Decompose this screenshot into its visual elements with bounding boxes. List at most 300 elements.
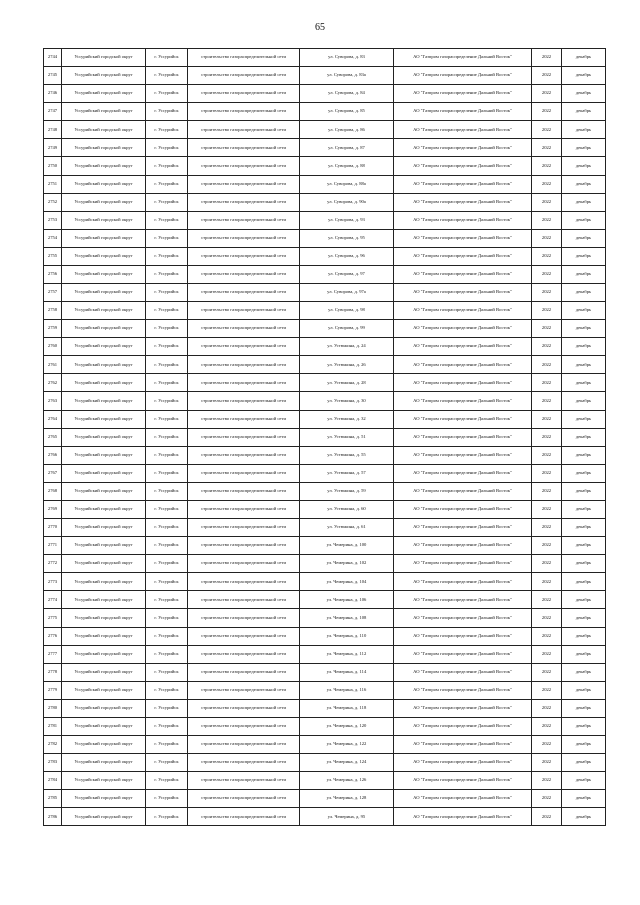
month-cell: декабрь: [562, 663, 606, 681]
year-cell: 2022: [532, 627, 562, 645]
district-cell: Уссурийский городской округ: [62, 627, 146, 645]
organization-cell: АО "Газпром газораспределение Дальний Восток": [394, 193, 532, 211]
table-row: [44, 121, 606, 139]
table-row: [44, 573, 606, 591]
organization-cell: АО "Газпром газораспределение Дальний Восток": [394, 103, 532, 121]
address-cell: ул. Устюжина, д. 60: [300, 500, 394, 518]
year-cell: 2022: [532, 49, 562, 67]
year-cell: 2022: [532, 754, 562, 772]
address-cell: ул. Суворова, д. 98: [300, 302, 394, 320]
month-cell: декабрь: [562, 247, 606, 265]
city-cell: г. Уссурийск: [146, 67, 188, 85]
month-cell: декабрь: [562, 338, 606, 356]
city-cell: г. Уссурийск: [146, 374, 188, 392]
month-cell: декабрь: [562, 735, 606, 753]
work-type-cell: строительство газораспределительной сети: [188, 49, 300, 67]
district-cell: Уссурийский городской округ: [62, 139, 146, 157]
district-cell: Уссурийский городской округ: [62, 85, 146, 103]
address-cell: ул. Чемерина, д. 128: [300, 790, 394, 808]
organization-cell: АО "Газпром газораспределение Дальний Восток": [394, 573, 532, 591]
address-cell: ул. Чемерина, д. 108: [300, 609, 394, 627]
organization-cell: АО "Газпром газораспределение Дальний Восток": [394, 772, 532, 790]
district-cell: Уссурийский городской округ: [62, 302, 146, 320]
district-cell: Уссурийский городской округ: [62, 247, 146, 265]
organization-cell: АО "Газпром газораспределение Дальний Восток": [394, 229, 532, 247]
city-cell: г. Уссурийск: [146, 103, 188, 121]
address-cell: ул. Чемерина, д. 116: [300, 681, 394, 699]
address-cell: ул. Устюжина, д. 30: [300, 392, 394, 410]
month-cell: декабрь: [562, 265, 606, 283]
work-type-cell: строительство газораспределительной сети: [188, 193, 300, 211]
year-cell: 2022: [532, 609, 562, 627]
address-cell: ул. Устюжина, д. 51: [300, 428, 394, 446]
organization-cell: АО "Газпром газораспределение Дальний Восток": [394, 446, 532, 464]
address-cell: ул. Чемерина, д. 118: [300, 699, 394, 717]
work-type-cell: строительство газораспределительной сети: [188, 555, 300, 573]
city-cell: г. Уссурийск: [146, 284, 188, 302]
organization-cell: АО "Газпром газораспределение Дальний Восток": [394, 482, 532, 500]
year-cell: 2022: [532, 808, 562, 826]
month-cell: декабрь: [562, 681, 606, 699]
table-row: [44, 428, 606, 446]
address-cell: ул. Устюжина, д. 57: [300, 464, 394, 482]
address-cell: ул. Чемерина, д. 124: [300, 754, 394, 772]
table-row: [44, 519, 606, 537]
organization-cell: АО "Газпром газораспределение Дальний Восток": [394, 754, 532, 772]
organization-cell: АО "Газпром газораспределение Дальний Восток": [394, 699, 532, 717]
work-type-cell: строительство газораспределительной сети: [188, 663, 300, 681]
row-number-cell: 2786: [44, 808, 62, 826]
district-cell: Уссурийский городской округ: [62, 464, 146, 482]
year-cell: 2022: [532, 247, 562, 265]
year-cell: 2022: [532, 157, 562, 175]
row-number-cell: 2779: [44, 681, 62, 699]
table-row: [44, 699, 606, 717]
city-cell: г. Уссурийск: [146, 790, 188, 808]
organization-cell: АО "Газпром газораспределение Дальний Восток": [394, 609, 532, 627]
organization-cell: АО "Газпром газораспределение Дальний Восток": [394, 790, 532, 808]
address-cell: ул. Суворова, д. 83: [300, 49, 394, 67]
table-row: [44, 139, 606, 157]
table-row: [44, 410, 606, 428]
organization-cell: АО "Газпром газораспределение Дальний Восток": [394, 175, 532, 193]
city-cell: г. Уссурийск: [146, 772, 188, 790]
district-cell: Уссурийский городской округ: [62, 121, 146, 139]
row-number-cell: 2762: [44, 374, 62, 392]
district-cell: Уссурийский городской округ: [62, 717, 146, 735]
year-cell: 2022: [532, 717, 562, 735]
organization-cell: АО "Газпром газораспределение Дальний Восток": [394, 717, 532, 735]
month-cell: декабрь: [562, 374, 606, 392]
organization-cell: АО "Газпром газораспределение Дальний Восток": [394, 591, 532, 609]
address-cell: ул. Чемерина, д. 126: [300, 772, 394, 790]
row-number-cell: 2781: [44, 717, 62, 735]
city-cell: г. Уссурийск: [146, 247, 188, 265]
district-cell: Уссурийский городской округ: [62, 754, 146, 772]
page-number: 65: [315, 22, 325, 33]
district-cell: Уссурийский городской округ: [62, 609, 146, 627]
city-cell: г. Уссурийск: [146, 265, 188, 283]
row-number-cell: 2764: [44, 410, 62, 428]
work-type-cell: строительство газораспределительной сети: [188, 446, 300, 464]
work-type-cell: строительство газораспределительной сети: [188, 103, 300, 121]
year-cell: 2022: [532, 537, 562, 555]
year-cell: 2022: [532, 446, 562, 464]
district-cell: Уссурийский городской округ: [62, 265, 146, 283]
year-cell: 2022: [532, 464, 562, 482]
address-cell: ул. Суворова, д. 96: [300, 247, 394, 265]
city-cell: г. Уссурийск: [146, 446, 188, 464]
year-cell: 2022: [532, 374, 562, 392]
table-row: [44, 735, 606, 753]
district-cell: Уссурийский городской округ: [62, 284, 146, 302]
row-number-cell: 2747: [44, 103, 62, 121]
month-cell: декабрь: [562, 717, 606, 735]
work-type-cell: строительство газораспределительной сети: [188, 356, 300, 374]
city-cell: г. Уссурийск: [146, 482, 188, 500]
work-type-cell: строительство газораспределительной сети: [188, 121, 300, 139]
row-number-cell: 2760: [44, 338, 62, 356]
work-type-cell: строительство газораспределительной сети: [188, 320, 300, 338]
year-cell: 2022: [532, 85, 562, 103]
year-cell: 2022: [532, 681, 562, 699]
city-cell: г. Уссурийск: [146, 573, 188, 591]
work-type-cell: строительство газораспределительной сети: [188, 573, 300, 591]
district-cell: Уссурийский городской округ: [62, 211, 146, 229]
row-number-cell: 2755: [44, 247, 62, 265]
table-row: [44, 374, 606, 392]
table-row: [44, 609, 606, 627]
organization-cell: АО "Газпром газораспределение Дальний Восток": [394, 157, 532, 175]
month-cell: декабрь: [562, 139, 606, 157]
month-cell: декабрь: [562, 754, 606, 772]
year-cell: 2022: [532, 193, 562, 211]
table-row: [44, 302, 606, 320]
row-number-cell: 2778: [44, 663, 62, 681]
month-cell: декабрь: [562, 193, 606, 211]
district-cell: Уссурийский городской округ: [62, 374, 146, 392]
row-number-cell: 2772: [44, 555, 62, 573]
city-cell: г. Уссурийск: [146, 464, 188, 482]
table-row: [44, 772, 606, 790]
address-cell: ул. Суворова, д. 97: [300, 265, 394, 283]
address-cell: ул. Чемерина, д. 110: [300, 627, 394, 645]
address-cell: ул. Суворова, д. 83а: [300, 67, 394, 85]
work-type-cell: строительство газораспределительной сети: [188, 211, 300, 229]
work-type-cell: строительство газораспределительной сети: [188, 627, 300, 645]
organization-cell: АО "Газпром газораспределение Дальний Восток": [394, 808, 532, 826]
district-cell: Уссурийский городской округ: [62, 356, 146, 374]
table-row: [44, 808, 606, 826]
row-number-cell: 2770: [44, 519, 62, 537]
district-cell: Уссурийский городской округ: [62, 392, 146, 410]
table-row: [44, 103, 606, 121]
year-cell: 2022: [532, 790, 562, 808]
month-cell: декабрь: [562, 772, 606, 790]
table-row: [44, 645, 606, 663]
district-cell: Уссурийский городской округ: [62, 175, 146, 193]
table-row: [44, 446, 606, 464]
table-row: [44, 392, 606, 410]
work-type-cell: строительство газораспределительной сети: [188, 772, 300, 790]
city-cell: г. Уссурийск: [146, 157, 188, 175]
work-type-cell: строительство газораспределительной сети: [188, 482, 300, 500]
row-number-cell: 2749: [44, 139, 62, 157]
city-cell: г. Уссурийск: [146, 537, 188, 555]
table-row: [44, 193, 606, 211]
month-cell: декабрь: [562, 67, 606, 85]
row-number-cell: 2775: [44, 609, 62, 627]
city-cell: г. Уссурийск: [146, 663, 188, 681]
row-number-cell: 2784: [44, 772, 62, 790]
city-cell: г. Уссурийск: [146, 609, 188, 627]
address-cell: ул. Чемерина, д. 114: [300, 663, 394, 681]
row-number-cell: 2750: [44, 157, 62, 175]
row-number-cell: 2758: [44, 302, 62, 320]
month-cell: декабрь: [562, 555, 606, 573]
month-cell: декабрь: [562, 302, 606, 320]
district-cell: Уссурийский городской округ: [62, 428, 146, 446]
address-cell: ул. Суворова, д. 85: [300, 103, 394, 121]
table-row: [44, 754, 606, 772]
organization-cell: АО "Газпром газораспределение Дальний Восток": [394, 645, 532, 663]
organization-cell: АО "Газпром газораспределение Дальний Восток": [394, 85, 532, 103]
month-cell: декабрь: [562, 790, 606, 808]
month-cell: декабрь: [562, 808, 606, 826]
city-cell: г. Уссурийск: [146, 356, 188, 374]
address-cell: ул. Суворова, д. 95: [300, 229, 394, 247]
district-cell: Уссурийский городской округ: [62, 790, 146, 808]
row-number-cell: 2757: [44, 284, 62, 302]
organization-cell: АО "Газпром газораспределение Дальний Восток": [394, 356, 532, 374]
table-row: [44, 211, 606, 229]
year-cell: 2022: [532, 302, 562, 320]
month-cell: декабрь: [562, 356, 606, 374]
city-cell: г. Уссурийск: [146, 139, 188, 157]
table-row: [44, 591, 606, 609]
organization-cell: АО "Газпром газораспределение Дальний Восток": [394, 392, 532, 410]
address-cell: ул. Устюжина, д. 24: [300, 338, 394, 356]
organization-cell: АО "Газпром газораспределение Дальний Восток": [394, 247, 532, 265]
table-row: [44, 681, 606, 699]
row-number-cell: 2759: [44, 320, 62, 338]
row-number-cell: 2754: [44, 229, 62, 247]
month-cell: декабрь: [562, 482, 606, 500]
table-row: [44, 356, 606, 374]
work-type-cell: строительство газораспределительной сети: [188, 374, 300, 392]
city-cell: г. Уссурийск: [146, 229, 188, 247]
row-number-cell: 2745: [44, 67, 62, 85]
address-cell: ул. Суворова, д. 88а: [300, 175, 394, 193]
table-row: [44, 627, 606, 645]
table-row: [44, 663, 606, 681]
year-cell: 2022: [532, 265, 562, 283]
city-cell: г. Уссурийск: [146, 320, 188, 338]
month-cell: декабрь: [562, 211, 606, 229]
organization-cell: АО "Газпром газораспределение Дальний Восток": [394, 627, 532, 645]
district-cell: Уссурийский городской округ: [62, 537, 146, 555]
table-row: [44, 717, 606, 735]
row-number-cell: 2744: [44, 49, 62, 67]
table-row: [44, 537, 606, 555]
month-cell: декабрь: [562, 49, 606, 67]
year-cell: 2022: [532, 699, 562, 717]
month-cell: декабрь: [562, 645, 606, 663]
work-type-cell: строительство газораспределительной сети: [188, 681, 300, 699]
district-cell: Уссурийский городской округ: [62, 103, 146, 121]
work-type-cell: строительство газораспределительной сети: [188, 519, 300, 537]
work-type-cell: строительство газораспределительной сети: [188, 265, 300, 283]
district-cell: Уссурийский городской округ: [62, 193, 146, 211]
row-number-cell: 2769: [44, 500, 62, 518]
city-cell: г. Уссурийск: [146, 85, 188, 103]
organization-cell: АО "Газпром газораспределение Дальний Восток": [394, 464, 532, 482]
city-cell: г. Уссурийск: [146, 175, 188, 193]
city-cell: г. Уссурийск: [146, 519, 188, 537]
table-row: [44, 247, 606, 265]
organization-cell: АО "Газпром газораспределение Дальний Восток": [394, 735, 532, 753]
work-type-cell: строительство газораспределительной сети: [188, 735, 300, 753]
row-number-cell: 2780: [44, 699, 62, 717]
year-cell: 2022: [532, 735, 562, 753]
table-row: [44, 555, 606, 573]
month-cell: декабрь: [562, 609, 606, 627]
month-cell: декабрь: [562, 446, 606, 464]
district-cell: Уссурийский городской округ: [62, 699, 146, 717]
district-cell: Уссурийский городской округ: [62, 519, 146, 537]
row-number-cell: 2785: [44, 790, 62, 808]
row-number-cell: 2777: [44, 645, 62, 663]
address-cell: ул. Чемерина, д. 120: [300, 717, 394, 735]
row-number-cell: 2748: [44, 121, 62, 139]
organization-cell: АО "Газпром газораспределение Дальний Восток": [394, 139, 532, 157]
month-cell: декабрь: [562, 500, 606, 518]
row-number-cell: 2782: [44, 735, 62, 753]
district-cell: Уссурийский городской округ: [62, 772, 146, 790]
month-cell: декабрь: [562, 284, 606, 302]
table-row: [44, 157, 606, 175]
organization-cell: АО "Газпром газораспределение Дальний Восток": [394, 681, 532, 699]
row-number-cell: 2763: [44, 392, 62, 410]
year-cell: 2022: [532, 320, 562, 338]
district-cell: Уссурийский городской округ: [62, 555, 146, 573]
month-cell: декабрь: [562, 464, 606, 482]
organization-cell: АО "Газпром газораспределение Дальний Восток": [394, 302, 532, 320]
city-cell: г. Уссурийск: [146, 410, 188, 428]
city-cell: г. Уссурийск: [146, 428, 188, 446]
district-cell: Уссурийский городской округ: [62, 573, 146, 591]
year-cell: 2022: [532, 410, 562, 428]
row-number-cell: 2774: [44, 591, 62, 609]
address-cell: ул. Устюжина, д. 28: [300, 374, 394, 392]
month-cell: декабрь: [562, 591, 606, 609]
city-cell: г. Уссурийск: [146, 645, 188, 663]
city-cell: г. Уссурийск: [146, 591, 188, 609]
work-type-cell: строительство газораспределительной сети: [188, 699, 300, 717]
city-cell: г. Уссурийск: [146, 717, 188, 735]
city-cell: г. Уссурийск: [146, 681, 188, 699]
table-row: [44, 284, 606, 302]
row-number-cell: 2768: [44, 482, 62, 500]
row-number-cell: 2756: [44, 265, 62, 283]
district-cell: Уссурийский городской округ: [62, 735, 146, 753]
work-type-cell: строительство газораспределительной сети: [188, 428, 300, 446]
month-cell: декабрь: [562, 428, 606, 446]
organization-cell: АО "Газпром газораспределение Дальний Восток": [394, 211, 532, 229]
row-number-cell: 2751: [44, 175, 62, 193]
table-row: [44, 320, 606, 338]
city-cell: г. Уссурийск: [146, 121, 188, 139]
work-type-cell: строительство газораспределительной сети: [188, 464, 300, 482]
organization-cell: АО "Газпром газораспределение Дальний Восток": [394, 320, 532, 338]
district-cell: Уссурийский городской округ: [62, 591, 146, 609]
year-cell: 2022: [532, 175, 562, 193]
organization-cell: АО "Газпром газораспределение Дальний Восток": [394, 265, 532, 283]
row-number-cell: 2767: [44, 464, 62, 482]
address-cell: ул. Устюжина, д. 55: [300, 446, 394, 464]
work-type-cell: строительство газораспределительной сети: [188, 410, 300, 428]
work-type-cell: строительство газораспределительной сети: [188, 609, 300, 627]
work-type-cell: строительство газораспределительной сети: [188, 645, 300, 663]
year-cell: 2022: [532, 338, 562, 356]
address-cell: ул. Устюжина, д. 61: [300, 519, 394, 537]
table-row: [44, 229, 606, 247]
table-row: [44, 49, 606, 67]
month-cell: декабрь: [562, 699, 606, 717]
address-cell: ул. Суворова, д. 84: [300, 85, 394, 103]
district-cell: Уссурийский городской округ: [62, 338, 146, 356]
district-cell: Уссурийский городской округ: [62, 67, 146, 85]
table-row: [44, 464, 606, 482]
city-cell: г. Уссурийск: [146, 302, 188, 320]
address-cell: ул. Суворова, д. 90а: [300, 193, 394, 211]
work-type-cell: строительство газораспределительной сети: [188, 284, 300, 302]
table-row: [44, 67, 606, 85]
table-row: [44, 482, 606, 500]
address-cell: ул. Чемерина, д. 100: [300, 537, 394, 555]
city-cell: г. Уссурийск: [146, 808, 188, 826]
table-body: [44, 49, 606, 826]
month-cell: декабрь: [562, 175, 606, 193]
address-cell: ул. Суворова, д. 88: [300, 157, 394, 175]
district-cell: Уссурийский городской округ: [62, 446, 146, 464]
row-number-cell: 2752: [44, 193, 62, 211]
organization-cell: АО "Газпром газораспределение Дальний Восток": [394, 500, 532, 518]
address-cell: ул. Устюжина, д. 32: [300, 410, 394, 428]
work-type-cell: строительство газораспределительной сети: [188, 790, 300, 808]
work-type-cell: строительство газораспределительной сети: [188, 392, 300, 410]
organization-cell: АО "Газпром газораспределение Дальний Восток": [394, 121, 532, 139]
year-cell: 2022: [532, 284, 562, 302]
work-type-cell: строительство газораспределительной сети: [188, 175, 300, 193]
address-cell: ул. Суворова, д. 87: [300, 139, 394, 157]
district-cell: Уссурийский городской округ: [62, 482, 146, 500]
work-type-cell: строительство газораспределительной сети: [188, 537, 300, 555]
year-cell: 2022: [532, 591, 562, 609]
year-cell: 2022: [532, 139, 562, 157]
city-cell: г. Уссурийск: [146, 338, 188, 356]
city-cell: г. Уссурийск: [146, 392, 188, 410]
row-number-cell: 2773: [44, 573, 62, 591]
organization-cell: АО "Газпром газораспределение Дальний Восток": [394, 555, 532, 573]
work-type-cell: строительство газораспределительной сети: [188, 157, 300, 175]
row-number-cell: 2783: [44, 754, 62, 772]
row-number-cell: 2753: [44, 211, 62, 229]
work-type-cell: строительство газораспределительной сети: [188, 139, 300, 157]
address-cell: ул. Устюжина, д. 59: [300, 482, 394, 500]
city-cell: г. Уссурийск: [146, 735, 188, 753]
address-cell: ул. Суворова, д. 86: [300, 121, 394, 139]
